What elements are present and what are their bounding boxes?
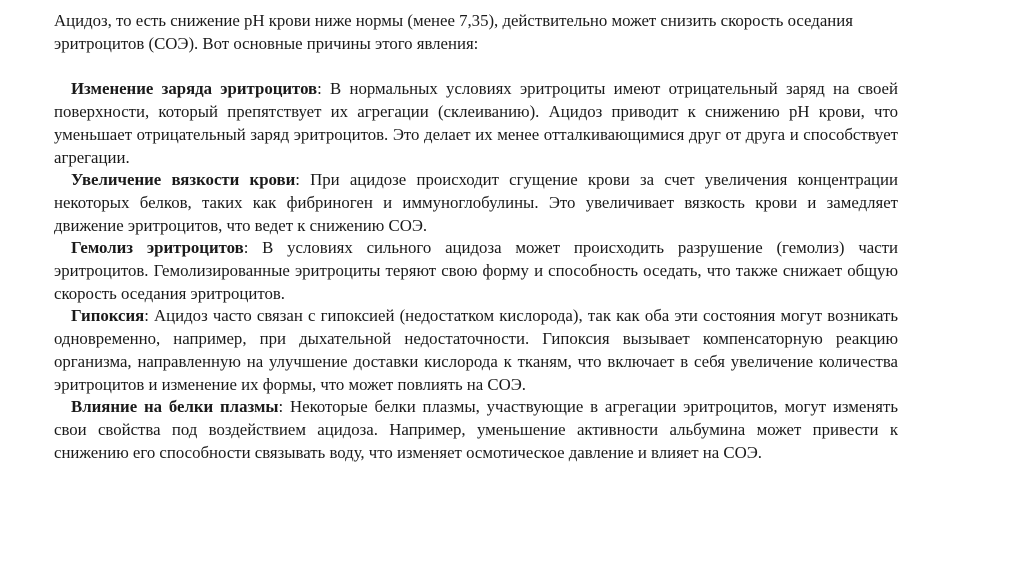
item-hemolysis <box>54 237 898 305</box>
item-term: Гипоксия <box>71 306 145 326</box>
item-text: : Ацидоз часто связан с гипоксией (недостатком кислорода), так как оба эти состояния могут возникать одновременно, например, при дыхательной недостаточности. Гипоксия вызывает компенсаторную реакцию организма, направленную на улучшение доставки кислорода к тканям, что включает в себя увеличение количества эритроцитов и изменение их формы, что может повлиять на СОЭ. <box>54 306 898 394</box>
item-blood-viscosity <box>54 169 898 237</box>
paragraph-spacer <box>54 55 898 78</box>
item-term: Влияние на белки плазмы <box>71 397 279 417</box>
item-hypoxia <box>54 305 898 396</box>
item-erythrocyte-charge <box>54 78 898 169</box>
document-page <box>54 10 898 464</box>
item-text: : При ацидозе происходит сгущение крови за счет увеличения концентрации некоторых белков, таких как фибриноген и иммуноглобулины. Это увеличивает вязкость крови и замедляет движение эритроцитов, что ведет к снижению СОЭ. <box>54 170 898 235</box>
item-plasma-proteins <box>54 396 898 464</box>
item-text: : В условиях сильного ацидоза может происходить разрушение (гемолиз) части эритроцитов. Гемолизированные эритроциты теряют свою форму и способность оседать, что также снижает общую скорость оседания эритроцитов. <box>54 238 898 303</box>
item-term: Гемолиз эритроцитов <box>71 238 244 258</box>
item-term: Изменение заряда эритроцитов <box>71 79 318 99</box>
item-term: Увеличение вязкости крови <box>71 170 296 190</box>
item-text: : В нормальных условиях эритроциты имеют отрицательный заряд на своей поверхности, который препятствует их агрегации (склеиванию). Ацидоз приводит к снижению pH крови, что уменьшает отрицательный заряд эритроцитов. Это делает их менее отталкивающимися друг от друга и способствует агрегации. <box>54 79 898 167</box>
intro-paragraph: Ацидоз, то есть снижение pH крови ниже нормы (менее 7,35), действительно может снизить скорость оседания эритроцитов (СОЭ). Вот основные причины этого явления: <box>54 11 853 53</box>
item-text: : Некоторые белки плазмы, участвующие в агрегации эритроцитов, могут изменять свои свойства под воздействием ацидоза. Например, уменьшение активности альбумина может привести к снижению его способности связывать воду, что изменяет осмотическое давление и влияет на СОЭ. <box>54 397 899 462</box>
